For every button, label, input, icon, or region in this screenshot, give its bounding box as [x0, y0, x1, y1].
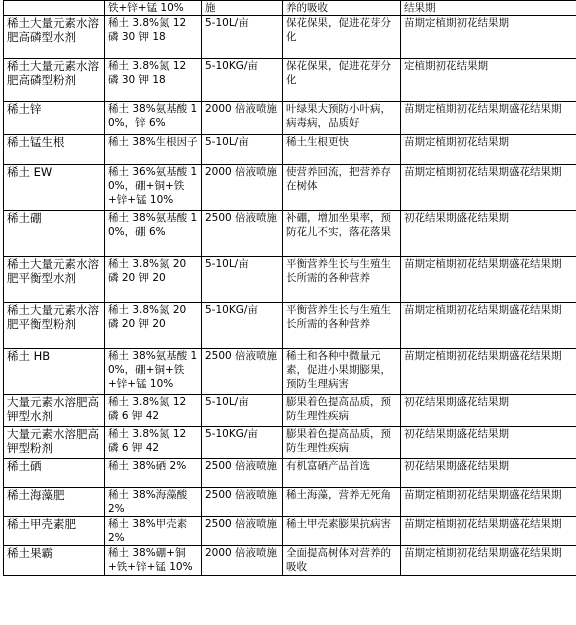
composition-cell: 稀土 38%甲壳素 2%	[105, 517, 202, 546]
stage-cell: 苗期定植期初花结果期盛花结果期	[401, 349, 576, 395]
table-row	[4, 303, 576, 349]
product-name-cell: 稀土果霸	[4, 546, 105, 576]
usage-cell: 2000 倍液喷施	[202, 102, 283, 135]
usage-cell: 5-10KG/亩	[202, 303, 283, 349]
composition-cell: 稀土 38%硼+铜+铁+锌+锰 10%	[105, 546, 202, 576]
header-cell-usage: 施	[202, 1, 283, 16]
product-name-cell: 稀土甲壳素肥	[4, 517, 105, 546]
stage-cell: 苗期定植期初花结果期盛花结果期	[401, 102, 576, 135]
table-row	[4, 459, 576, 488]
composition-cell: 稀土 38%硒 2%	[105, 459, 202, 488]
usage-cell: 2500 倍液喷施	[202, 459, 283, 488]
product-name-cell: 大量元素水溶肥高钾型水剂	[4, 395, 105, 427]
effect-cell: 稀土生根更快	[283, 135, 401, 165]
header-cell-composition: 铁+锌+锰 10%	[105, 1, 202, 16]
product-name-cell: 稀土硼	[4, 211, 105, 257]
table-row	[4, 102, 576, 135]
product-table-sheet	[3, 0, 575, 576]
composition-cell: 稀土 38%氨基酸 10%，硼 6%	[105, 211, 202, 257]
table-row	[4, 59, 576, 102]
usage-cell: 2500 倍液喷施	[202, 488, 283, 517]
effect-cell: 稀土和各种中微量元素，促进小果期膨果，预防生理病害	[283, 349, 401, 395]
usage-cell: 2000 倍液喷施	[202, 165, 283, 211]
product-name-cell: 稀土硒	[4, 459, 105, 488]
effect-cell: 全面提高树体对营养的吸收	[283, 546, 401, 576]
composition-cell: 稀土 38%氨基酸 10%，硼+铜+铁+锌+锰 10%	[105, 349, 202, 395]
composition-cell: 稀土 38%海藻酸 2%	[105, 488, 202, 517]
product-name-cell: 稀土锌	[4, 102, 105, 135]
effect-cell: 膨果着色提高品质，预防生理性疾病	[283, 427, 401, 459]
usage-cell: 2500 倍液喷施	[202, 349, 283, 395]
table-row	[4, 427, 576, 459]
table-row	[4, 517, 576, 546]
table-row	[4, 211, 576, 257]
product-name-cell: 稀土锰生根	[4, 135, 105, 165]
usage-cell: 2500 倍液喷施	[202, 517, 283, 546]
fertilizer-product-table	[3, 0, 576, 576]
composition-cell: 稀土 3.8%氮 20 磷 20 钾 20	[105, 257, 202, 303]
stage-cell: 苗期定植期初花结果期	[401, 16, 576, 59]
composition-cell: 稀土 3.8%氮 12 磷 6 钾 42	[105, 427, 202, 459]
table-row	[4, 135, 576, 165]
usage-cell: 5-10L/亩	[202, 16, 283, 59]
effect-cell: 稀土海藻，营养无死角	[283, 488, 401, 517]
stage-cell: 初花结果期盛花结果期	[401, 427, 576, 459]
product-name-cell: 稀土 EW	[4, 165, 105, 211]
table-row	[4, 165, 576, 211]
composition-cell: 稀土 3.8%氮 12 磷 30 钾 18	[105, 59, 202, 102]
product-name-cell: 稀土大量元素水溶肥高磷型粉剂	[4, 59, 105, 102]
stage-cell: 苗期定植期初花结果期盛花结果期	[401, 165, 576, 211]
effect-cell: 膨果着色提高品质，预防生理性疾病	[283, 395, 401, 427]
usage-cell: 5-10KG/亩	[202, 59, 283, 102]
composition-cell: 稀土 3.8%氮 12 磷 30 钾 18	[105, 16, 202, 59]
effect-cell: 保花保果，促进花芽分化	[283, 16, 401, 59]
table-row	[4, 395, 576, 427]
usage-cell: 5-10KG/亩	[202, 427, 283, 459]
table-row	[4, 546, 576, 576]
composition-cell: 稀土 3.8%氮 20 磷 20 钾 20	[105, 303, 202, 349]
product-name-cell: 稀土 HB	[4, 349, 105, 395]
header-cell-effect: 养的吸收	[283, 1, 401, 16]
stage-cell: 初花结果期盛花结果期	[401, 459, 576, 488]
stage-cell: 苗期定植期初花结果期盛花结果期	[401, 257, 576, 303]
stage-cell: 苗期定植期初花结果期盛花结果期	[401, 303, 576, 349]
header-cell-stage: 结果期	[401, 1, 576, 16]
effect-cell: 平衡营养生长与生殖生长所需的各种营养	[283, 257, 401, 303]
effect-cell: 使营养回流，把营养存在树体	[283, 165, 401, 211]
table-header-row	[4, 1, 576, 16]
effect-cell: 有机富硒产品首选	[283, 459, 401, 488]
usage-cell: 5-10L/亩	[202, 135, 283, 165]
composition-cell: 稀土 3.8%氮 12 磷 6 钾 42	[105, 395, 202, 427]
table-body	[4, 1, 576, 576]
usage-cell: 5-10L/亩	[202, 257, 283, 303]
usage-cell: 2500 倍液喷施	[202, 211, 283, 257]
table-row	[4, 349, 576, 395]
effect-cell: 叶绿果大预防小叶病，病毒病，品质好	[283, 102, 401, 135]
composition-cell: 稀土 38%氨基酸 10%，锌 6%	[105, 102, 202, 135]
table-row	[4, 488, 576, 517]
header-cell-name	[4, 1, 105, 16]
stage-cell: 苗期定植期初花结果期盛花结果期	[401, 546, 576, 576]
stage-cell: 苗期定植期初花结果期	[401, 135, 576, 165]
effect-cell: 稀土甲壳素膨果抗病害	[283, 517, 401, 546]
usage-cell: 5-10L/亩	[202, 395, 283, 427]
product-name-cell: 稀土大量元素水溶肥高磷型水剂	[4, 16, 105, 59]
product-name-cell: 稀土大量元素水溶肥平衡型水剂	[4, 257, 105, 303]
product-name-cell: 大量元素水溶肥高钾型粉剂	[4, 427, 105, 459]
product-name-cell: 稀土大量元素水溶肥平衡型粉剂	[4, 303, 105, 349]
composition-cell: 稀土 38%生根因子	[105, 135, 202, 165]
usage-cell: 2000 倍液喷施	[202, 546, 283, 576]
stage-cell: 初花结果期盛花结果期	[401, 395, 576, 427]
composition-cell: 稀土 36%氨基酸 10%，硼+铜+铁+锌+锰 10%	[105, 165, 202, 211]
stage-cell: 苗期定植期初花结果期盛花结果期	[401, 517, 576, 546]
table-row	[4, 257, 576, 303]
effect-cell: 补硼，增加坐果率，预防花儿不实，落花落果	[283, 211, 401, 257]
stage-cell: 初花结果期盛花结果期	[401, 211, 576, 257]
stage-cell: 苗期定植期初花结果期盛花结果期	[401, 488, 576, 517]
stage-cell: 定植期初花结果期	[401, 59, 576, 102]
product-name-cell: 稀土海藻肥	[4, 488, 105, 517]
effect-cell: 平衡营养生长与生殖生长所需的各种营养	[283, 303, 401, 349]
table-row	[4, 16, 576, 59]
effect-cell: 保花保果，促进花芽分化	[283, 59, 401, 102]
